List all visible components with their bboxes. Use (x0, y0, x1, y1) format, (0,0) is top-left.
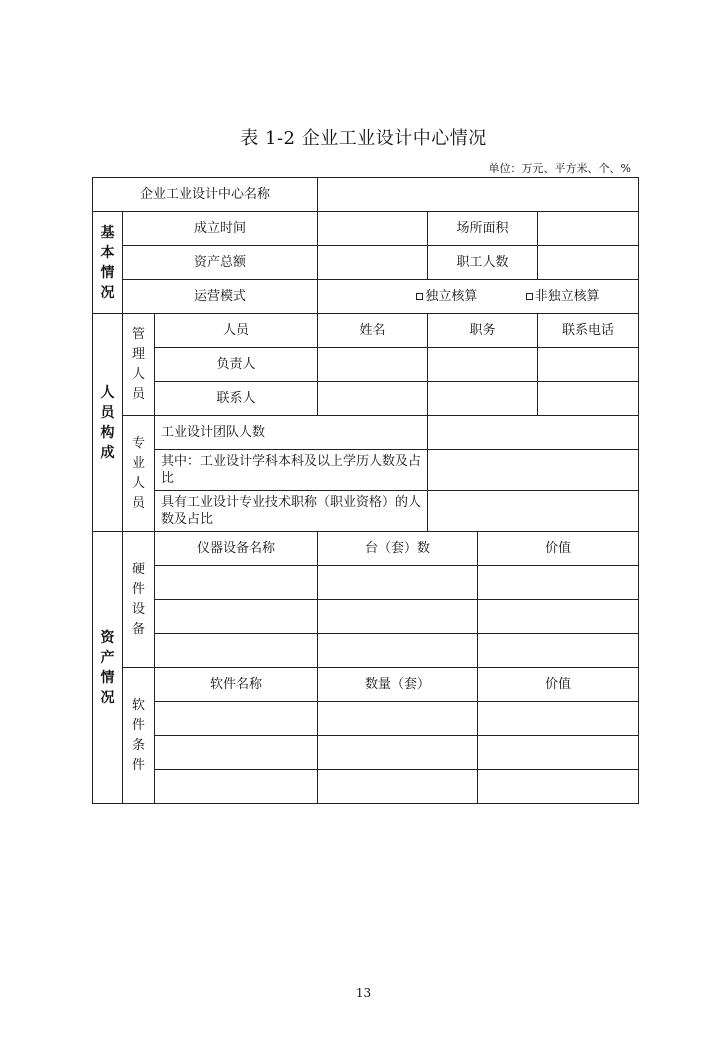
software-label: 软件条件 (123, 668, 155, 804)
col-name: 姓名 (318, 314, 428, 348)
sw-count-field[interactable] (318, 702, 478, 736)
title-ratio-label: 具有工业设计专业技术职称（职业资格）的人数及占比 (155, 491, 428, 532)
unit-note: 单位：万元、平方米、个、% (488, 162, 631, 175)
leader-position-field[interactable] (428, 348, 538, 382)
option-independent[interactable]: 独立核算 (416, 289, 477, 304)
center-name-label: 企业工业设计中心名称 (93, 178, 318, 212)
hw-name-field[interactable] (155, 600, 318, 634)
option-non-independent[interactable]: 非独立核算 (526, 289, 600, 304)
established-label: 成立时间 (123, 212, 318, 246)
hw-name-field[interactable] (155, 634, 318, 668)
hw-value-field[interactable] (478, 600, 639, 634)
hw-count-field[interactable] (318, 600, 478, 634)
staff-count-label: 职工人数 (428, 246, 538, 280)
team-count-label: 工业设计团队人数 (155, 416, 428, 450)
personnel-group-label: 人员构成 (93, 314, 123, 532)
operation-mode-label: 运营模式 (123, 280, 318, 314)
degree-ratio-field[interactable] (428, 450, 639, 491)
center-name-field[interactable] (318, 178, 639, 212)
established-field[interactable] (318, 212, 428, 246)
basic-info-group-label: 基本情况 (93, 212, 123, 314)
assets-group-label: 资产情况 (93, 532, 123, 804)
contact-name-field[interactable] (318, 382, 428, 416)
col-phone: 联系电话 (538, 314, 639, 348)
management-staff-label: 管理人员 (123, 314, 155, 416)
hw-col-count: 台（套）数 (318, 532, 478, 566)
professional-staff-label: 专业人员 (123, 416, 155, 532)
sw-name-field[interactable] (155, 736, 318, 770)
operation-mode-options (318, 280, 639, 314)
checkbox-icon[interactable] (416, 293, 423, 300)
sw-value-field[interactable] (478, 702, 639, 736)
sw-col-count: 数量（套） (318, 668, 478, 702)
col-position: 职务 (428, 314, 538, 348)
hw-count-field[interactable] (318, 634, 478, 668)
assets-total-label: 资产总额 (123, 246, 318, 280)
sw-col-value: 价值 (478, 668, 639, 702)
contact-position-field[interactable] (428, 382, 538, 416)
sw-name-field[interactable] (155, 770, 318, 804)
row-leader-label: 负责人 (155, 348, 318, 382)
table-title: 表 1-2 企业工业设计中心情况 (240, 128, 487, 149)
col-person: 人员 (155, 314, 318, 348)
hw-value-field[interactable] (478, 566, 639, 600)
hw-count-field[interactable] (318, 566, 478, 600)
degree-ratio-label: 其中：工业设计学科本科及以上学历人数及占比 (155, 450, 428, 491)
checkbox-icon[interactable] (526, 293, 533, 300)
design-center-form-table (92, 177, 639, 804)
hw-col-name: 仪器设备名称 (155, 532, 318, 566)
contact-phone-field[interactable] (538, 382, 639, 416)
area-field[interactable] (538, 212, 639, 246)
sw-value-field[interactable] (478, 770, 639, 804)
team-count-field[interactable] (428, 416, 639, 450)
sw-name-field[interactable] (155, 702, 318, 736)
hardware-label: 硬件设备 (123, 532, 155, 668)
staff-count-field[interactable] (538, 246, 639, 280)
hw-col-value: 价值 (478, 532, 639, 566)
sw-count-field[interactable] (318, 736, 478, 770)
hw-value-field[interactable] (478, 634, 639, 668)
title-ratio-field[interactable] (428, 491, 639, 532)
area-label: 场所面积 (428, 212, 538, 246)
assets-total-field[interactable] (318, 246, 428, 280)
page-number: 13 (355, 986, 372, 1000)
hw-name-field[interactable] (155, 566, 318, 600)
sw-count-field[interactable] (318, 770, 478, 804)
sw-col-name: 软件名称 (155, 668, 318, 702)
sw-value-field[interactable] (478, 736, 639, 770)
leader-phone-field[interactable] (538, 348, 639, 382)
row-contact-label: 联系人 (155, 382, 318, 416)
leader-name-field[interactable] (318, 348, 428, 382)
